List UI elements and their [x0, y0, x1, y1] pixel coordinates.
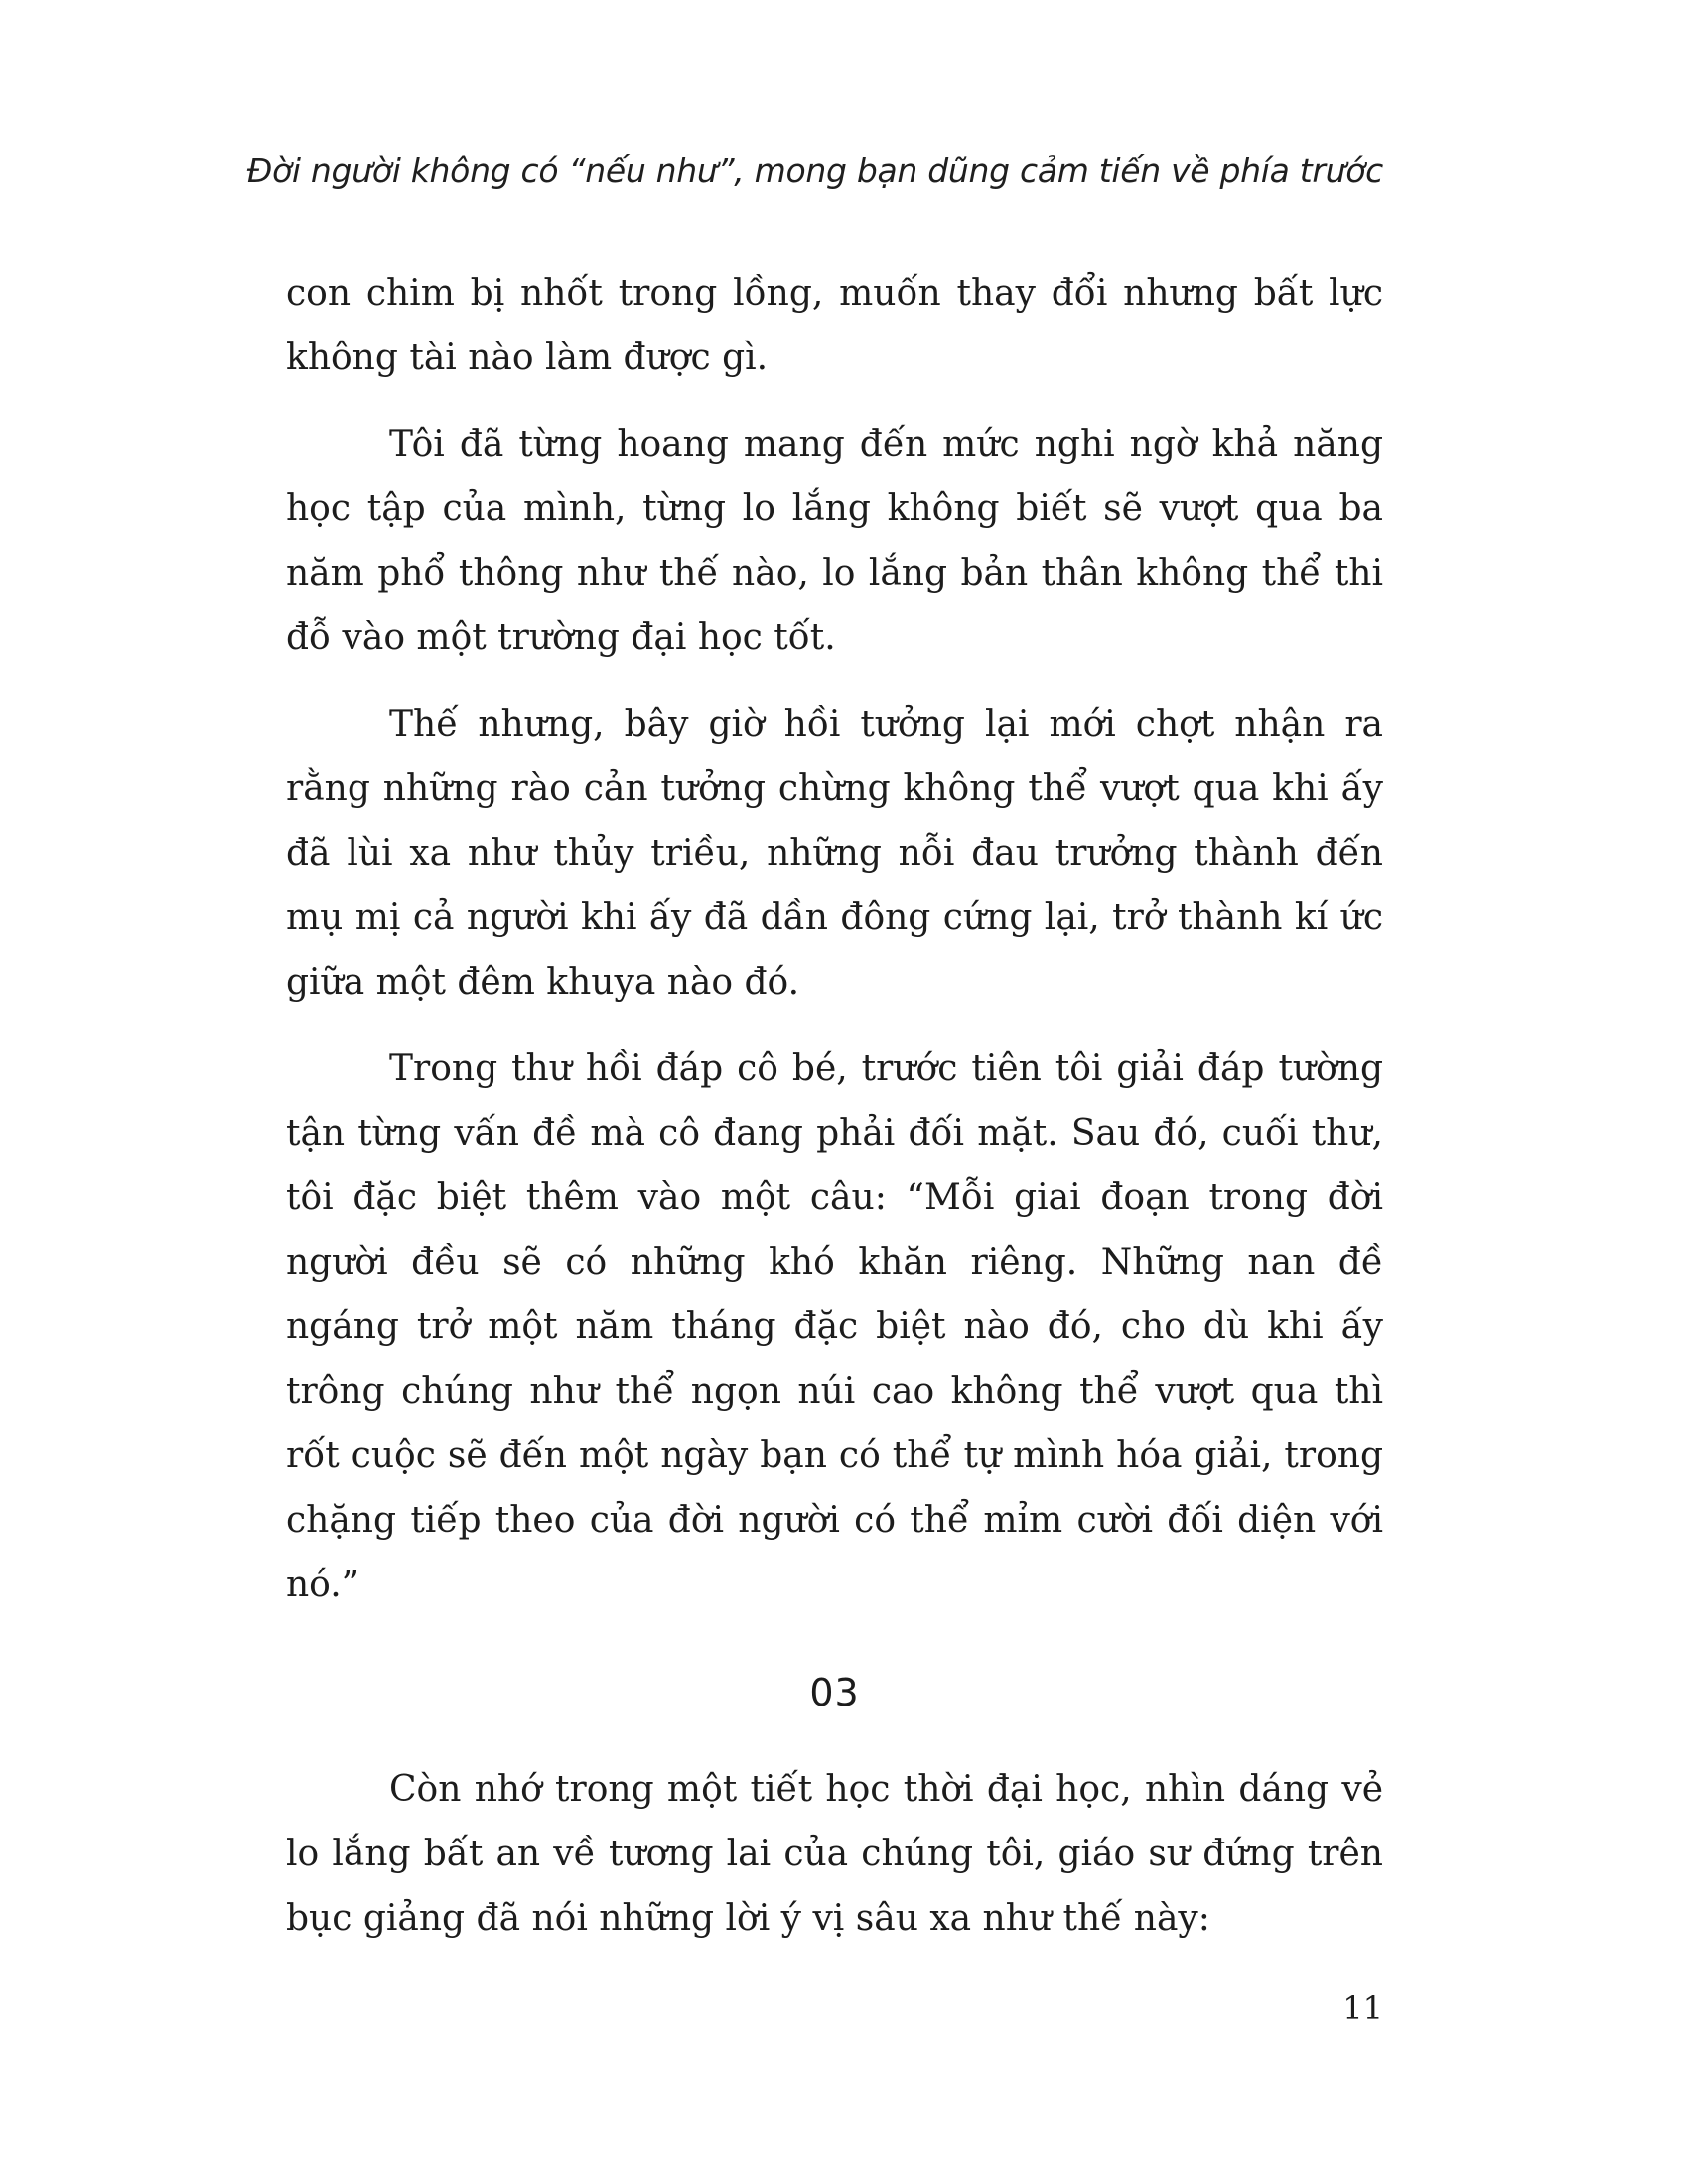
page-number: 11: [1342, 1989, 1383, 2027]
section-number: 03: [809, 1671, 860, 1714]
section-body-text: [286, 1757, 1383, 1973]
paragraph: Tôi đã từng hoang mang đến mức nghi ngờ khả năng học tập của mình, từng lo lắng không biết sẽ vượt qua ba năm phổ thông như thế nào, lo lắng bản thân không thể thi đỗ vào một trường đại học tốt.: [286, 424, 1383, 658]
paragraph-continuation: con chim bị nhốt trong lồng, muốn thay đổi nhưng bất lực không tài nào làm được gì.: [286, 273, 1383, 378]
paragraph: Còn nhớ trong một tiết học thời đại học, nhìn dáng vẻ lo lắng bất an về tương lai của chúng tôi, giáo sư đứng trên bục giảng đã nói những lời ý vị sâu xa như thế này:: [286, 1769, 1383, 1939]
paragraph: Thế nhưng, bây giờ hồi tưởng lại mới chợt nhận ra rằng những rào cản tưởng chừng không thể vượt qua khi ấy đã lùi xa như thủy triều, những nỗi đau trưởng thành đến mụ mị cả người khi ấy đã dần đông cứng lại, trở thành kí ức giữa một đêm khuya nào đó.: [286, 704, 1383, 1003]
paragraph: Trong thư hồi đáp cô bé, trước tiên tôi giải đáp tường tận từng vấn đề mà cô đang phải đối mặt. Sau đó, cuối thư, tôi đặc biệt thêm vào một câu: “Mỗi giai đoạn trong đời người đều sẽ có những khó khăn riêng. Những nan đề ngáng trở một năm tháng đặc biệt nào đó, cho dù khi ấy trông chúng như thể ngọn núi cao không thể vượt qua thì rốt cuộc sẽ đến một ngày bạn có thể tự mình hóa giải, trong chặng tiếp theo của đời người có thể mỉm cười đối diện với nó.”: [286, 1048, 1383, 1605]
body-text: [286, 261, 1383, 1639]
running-header: Đời người không có “nếu như”, mong bạn dũng cảm tiến về phía trước: [246, 151, 1383, 190]
